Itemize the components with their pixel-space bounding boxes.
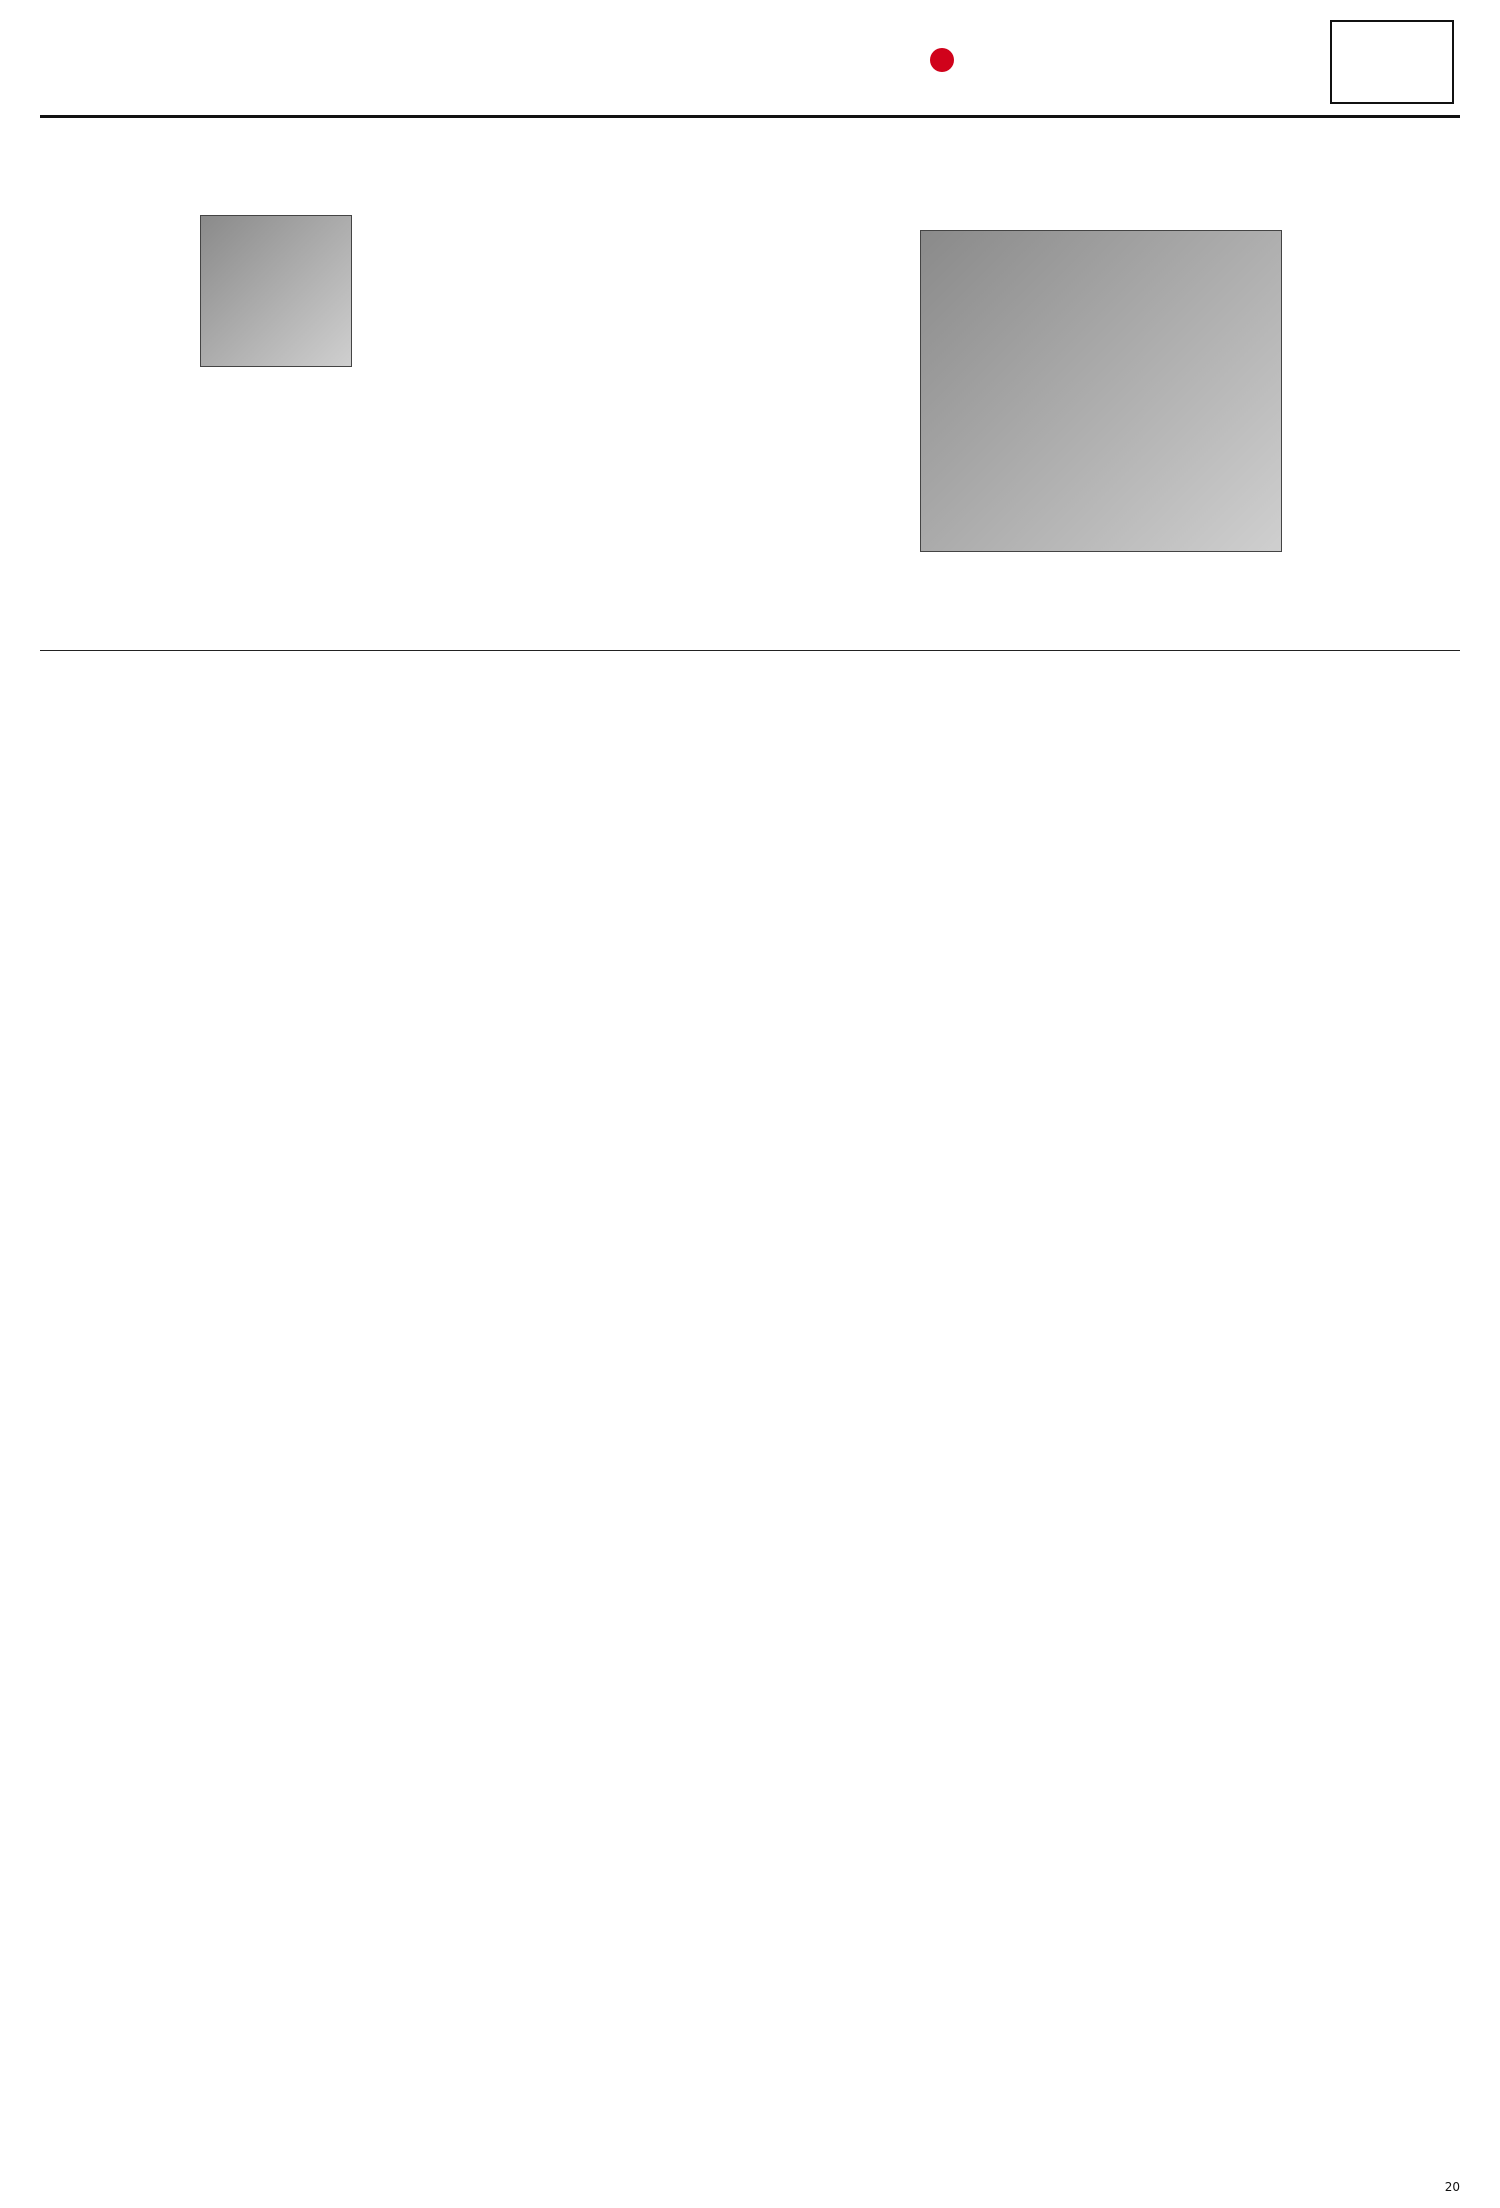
masthead	[40, 10, 1460, 118]
page-reference: 20	[1444, 2180, 1460, 2194]
article-body	[620, 205, 1460, 645]
newspaper-logo	[40, 10, 270, 110]
page-number	[1330, 20, 1454, 104]
record-dot-icon	[930, 48, 954, 72]
article-body	[40, 205, 600, 645]
district-name	[930, 32, 1250, 83]
footer	[40, 2180, 1460, 2200]
page-body	[40, 130, 1460, 2140]
